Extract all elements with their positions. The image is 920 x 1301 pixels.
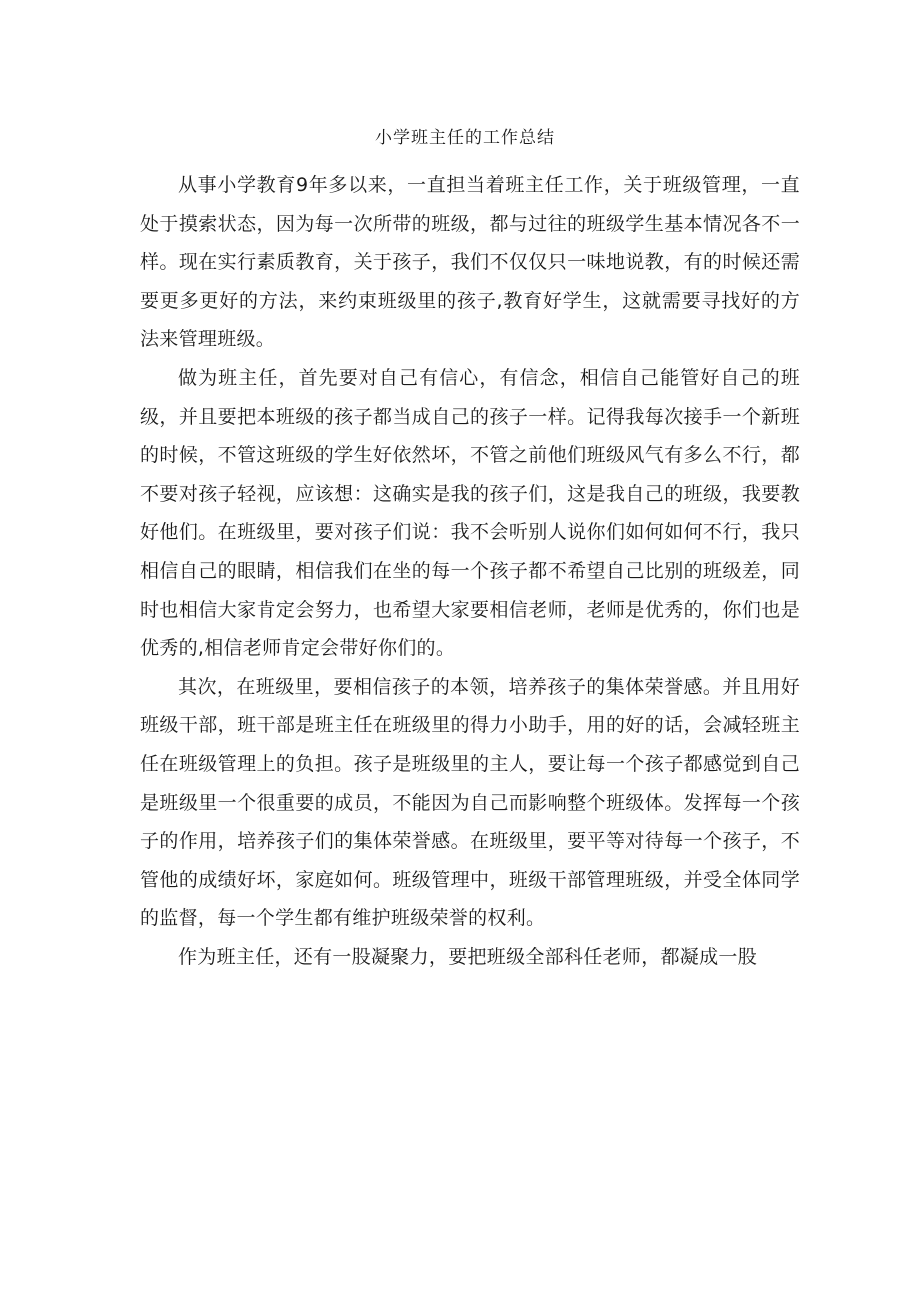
document-body xyxy=(140,166,800,976)
document-title: 小学班主任的工作总结 xyxy=(375,128,555,148)
paragraph-1: 从事小学教育9年多以来，一直担当着班主任工作，关于班级管理，一直处于摸索状态，因为每一次所带的班级，都与过往的班级学生基本情况各不一样。现在实行素质教育，关于孩子，我们不仅仅只一味地说教，有的时候还需要更多更好的方法，来约束班级里的孩子,教育好学生，这就需要寻找好的方法来管理班级。 xyxy=(140,174,800,351)
paragraph-3: 其次，在班级里，要相信孩子的本领，培养孩子的集体荣誉感。并且用好班级干部，班干部是班主任在班级里的得力小助手，用的好的话，会减轻班主任在班级管理上的负担。孩子是班级里的主人，要让每一个孩子都感觉到自己是班级里一个很重要的成员，不能因为自己而影响整个班级体。发挥每一个孩子的作用，培养孩子们的集体荣誉感。在班级里，要平等对待每一个孩子，不管他的成绩好坏，家庭如何。班级管理中，班级干部管理班级，并受全体同学的监督，每一个学生都有维护班级荣誉的权利。 xyxy=(140,675,800,930)
paragraph-2: 做为班主任，首先要对自己有信心，有信念，相信自己能管好自己的班级，并且要把本班级的孩子都当成自己的孩子一样。记得我每次接手一个新班的时候，不管这班级的学生好依然坏，不管之前他们班级风气有多么不行，都不要对孩子轻视，应该想：这确实是我的孩子们，这是我自己的班级，我要教好他们。在班级里，要对孩子们说：我不会听别人说你们如何如何不行，我只相信自己的眼睛，相信我们在坐的每一个孩子都不希望自己比别的班级差，同时也相信大家肯定会努力，也希望大家要相信老师，老师是优秀的，你们也是优秀的,相信老师肯定会带好你们的。 xyxy=(140,366,800,660)
paragraph-4: 作为班主任，还有一股凝聚力，要把班级全部科任老师，都凝成一股 xyxy=(178,945,758,968)
